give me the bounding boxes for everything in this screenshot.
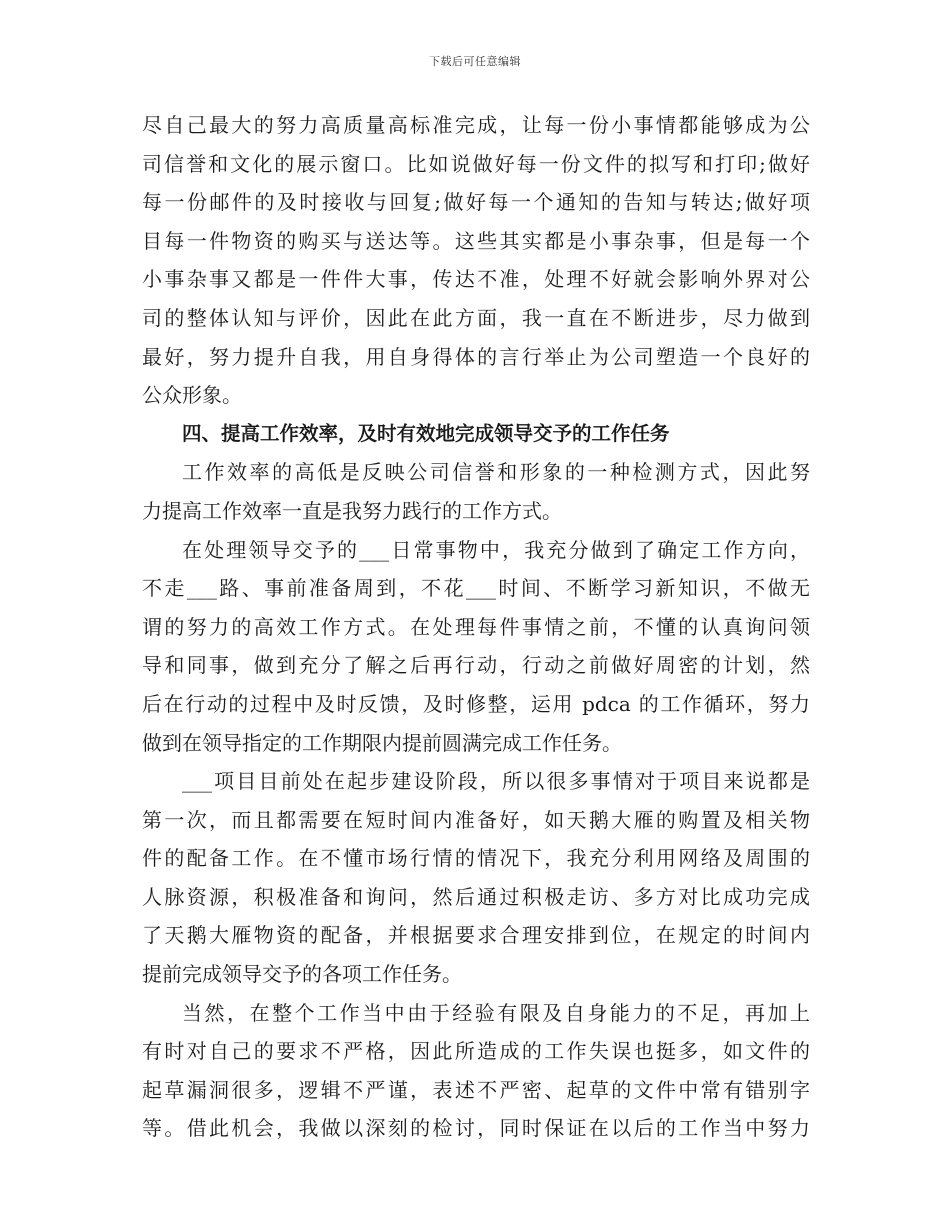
text-line: 了天鹅大雁物资的配备，并根据要求合理安排到位，在规定的时间内 — [142, 923, 810, 948]
text-line: 当然，在整个工作当中由于经验有限及自身能力的不足，再加上 — [182, 1000, 810, 1025]
text-line: 公众形象。 — [142, 383, 242, 408]
document-body — [142, 106, 810, 1148]
text-line: 件的配备工作。在不懂市场行情的情况下，我充分利用网络及周围的 — [142, 846, 810, 871]
text-line: 在处理领导交予的___日常事物中，我充分做到了确定工作方向， — [182, 537, 810, 562]
text-line: 等。借此机会，我做以深刻的检讨，同时保证在以后的工作当中努力 — [142, 1116, 810, 1141]
text-line: 有时对自己的要求不严格，因此所造成的工作失误也挺多，如文件的 — [142, 1039, 810, 1064]
text-line: 人脉资源，积极准备和询问，然后通过积极走访、多方对比成功完成 — [142, 884, 810, 909]
text-line: 做到在领导指定的工作期限内提前圆满完成工作任务。 — [142, 730, 622, 755]
paragraph-2 — [142, 453, 810, 530]
text-line: 工作效率的高低是反映公司信誉和形象的一种检测方式，因此努 — [182, 460, 810, 485]
paragraph-5 — [142, 994, 810, 1148]
paragraph-4 — [142, 762, 810, 994]
text-line: 尽自己最大的努力高质量高标准完成，让每一份小事情都能够成为公 — [142, 113, 810, 137]
text-line: 提前完成领导交予的各项工作任务。 — [142, 962, 462, 987]
text-line: ___项目目前处在起步建设阶段，所以很多事情对于项目来说都是 — [182, 769, 810, 794]
paragraph-3 — [142, 531, 810, 763]
text-line: 司信誉和文化的展示窗口。比如说做好每一份文件的拟写和打印;做好 — [142, 151, 810, 176]
section-heading: 四、提高工作效率，及时有效地完成领导交予的工作任务 — [182, 421, 670, 445]
text-line: 导和同事，做到充分了解之后再行动，行动之前做好周密的计划，然 — [142, 653, 810, 678]
text-line: 小事杂事又都是一件件大事，传达不准，处理不好就会影响外界对公 — [142, 267, 810, 292]
text-line: 每一份邮件的及时接收与回复;做好每一个通知的告知与转达;做好项 — [142, 190, 810, 215]
text-line: 最好，努力提升自我，用自身得体的言行举止为公司塑造一个良好的 — [142, 344, 810, 369]
text-line: 司的整体认知与评价，因此在此方面，我一直在不断进步，尽力做到 — [142, 305, 810, 330]
text-line: 目每一件物资的购买与送达等。这些其实都是小事杂事，但是每一个 — [142, 228, 810, 253]
paragraph-1 — [142, 106, 810, 415]
text-line: 第一次，而且都需要在短时间内准备好，如天鹅大雁的购置及相关物 — [142, 807, 810, 832]
text-line: 起草漏洞很多，逻辑不严谨，表述不严密、起草的文件中常有错别字 — [142, 1077, 810, 1102]
text-line: 谓的努力的高效工作方式。在处理每件事情之前，不懂的认真询问领 — [142, 614, 810, 639]
text-line: 不走___路、事前准备周到，不花___时间、不断学习新知识，不做无 — [142, 576, 810, 601]
text-line: 力提高工作效率一直是我努力践行的工作方式。 — [142, 498, 562, 523]
page-header: 下载后可任意编辑 — [429, 55, 521, 68]
text-line: 后在行动的过程中及时反馈，及时修整，运用 pdca 的工作循环，努力 — [142, 691, 810, 716]
